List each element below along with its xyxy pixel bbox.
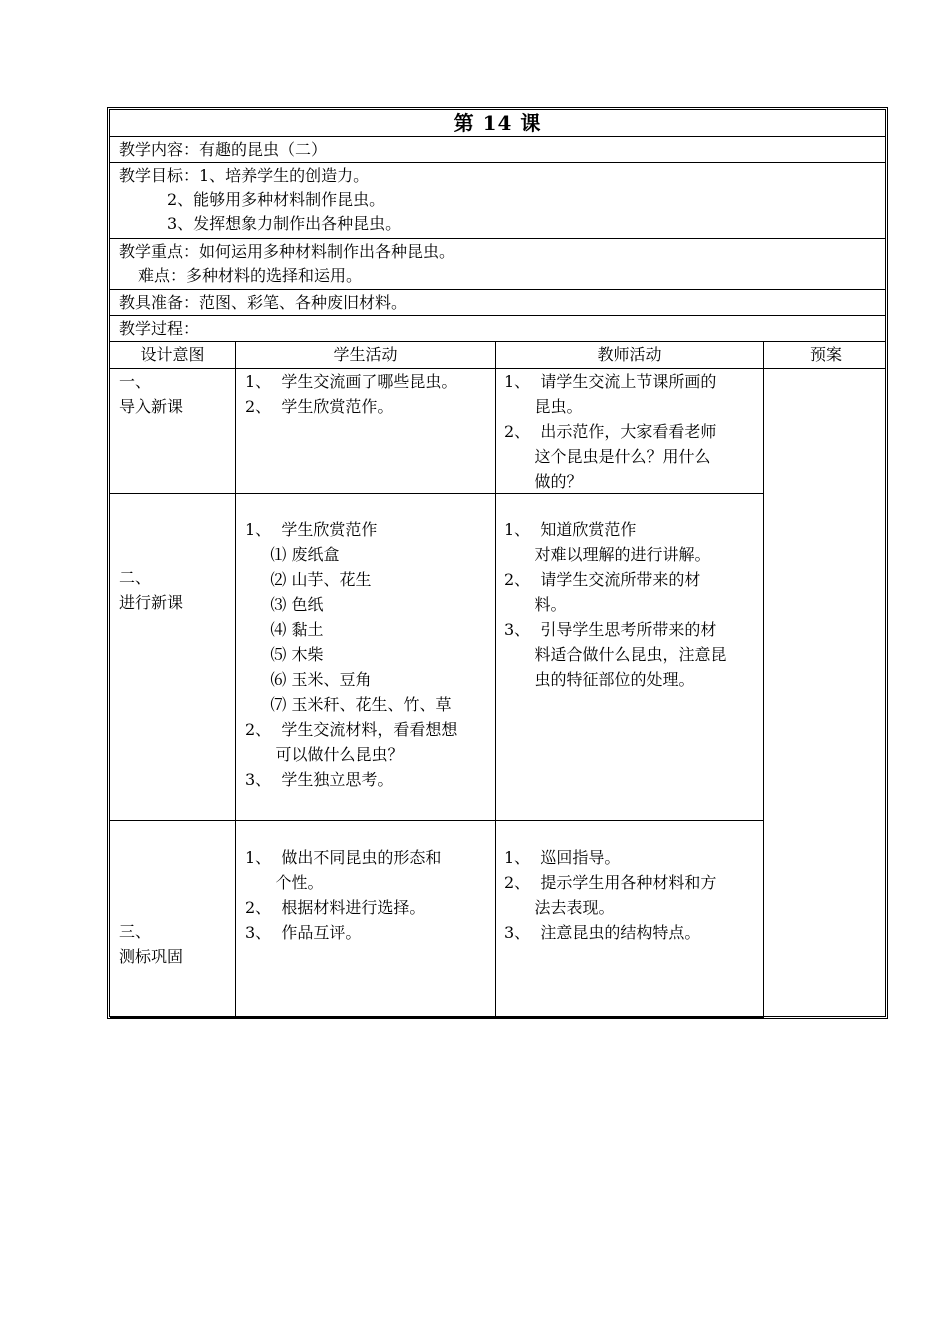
list-item: 料适合做什么昆虫，注意昆 [504,645,727,664]
section-1-intent [119,369,231,419]
section-2-intent [119,565,231,615]
lesson-plan-table [107,107,888,1019]
list-item: 2、 学生交流材料，看看想想 [245,720,458,739]
list-item: 2、 提示学生用各种材料和方 [504,873,717,892]
list-item: 可以做什么昆虫？ [245,745,404,764]
list-item: ⑷ 黏土 [245,620,324,639]
process-label: 教学过程： [119,319,200,338]
section-3-intent [119,919,231,969]
section-2-title: 进行新课 [119,593,184,612]
section-3-student [245,845,493,945]
section-1-student [245,369,493,419]
list-item: 2、 学生欣赏范作。 [245,397,394,416]
list-item: 3、 作品互评。 [245,923,362,942]
list-item: ⑹ 玉米、豆角 [245,670,372,689]
list-item: 1、 学生交流画了哪些昆虫。 [245,372,458,391]
section-2-number: 二、 [119,568,152,587]
title-row [110,110,885,137]
list-item: 个性。 [245,873,324,892]
list-item: 1、 请学生交流上节课所画的 [504,372,717,391]
difficulty-line: 难点：多种材料的选择和运用。 [138,266,363,285]
list-item: 1、 知道欣赏范作 [504,520,637,539]
grid-line-v1 [235,342,236,1019]
list-item: 3、 学生独立思考。 [245,770,394,789]
header-row [110,342,885,369]
section-2-student [245,517,493,792]
list-item: 2、 根据材料进行选择。 [245,898,426,917]
section-3-teacher [504,845,761,945]
key-points-row [110,239,885,290]
list-item: 这个昆虫是什么？用什么 [504,447,711,466]
section-1-teacher [504,369,761,494]
grid-line-h3 [110,1017,764,1018]
list-item: 做的？ [504,472,583,491]
tools-line: 教具准备：范图、彩笔、各种废旧材料。 [119,293,408,312]
goal-line-3: 3、发挥想象力制作出各种昆虫。 [167,214,402,233]
section-1-number: 一、 [119,372,152,391]
section-1-title: 导入新课 [119,397,184,416]
grid-line-h2 [110,820,764,821]
section-3-title: 测标巩固 [119,947,184,966]
list-item: 昆虫。 [504,397,583,416]
list-item: ⑸ 木柴 [245,645,324,664]
list-item: ⑵ 山芋、花生 [245,570,372,589]
list-item: 3、 引导学生思考所带来的材 [504,620,717,639]
header-plan: 预案 [809,345,842,364]
list-item: 3、 注意昆虫的结构特点。 [504,923,701,942]
grid-line-v2 [495,342,496,1019]
list-item: 2、 出示范作，大家看看老师 [504,422,717,441]
list-item: 2、 请学生交流所带来的材 [504,570,701,589]
tools-row [110,290,885,316]
list-item: 1、 做出不同昆虫的形态和 [245,848,442,867]
list-item: 虫的特征部位的处理。 [504,670,695,689]
list-item: 法去表现。 [504,898,615,917]
header-teacher: 教师活动 [597,345,662,364]
header-student: 学生活动 [333,345,398,364]
key-point-line: 教学重点：如何运用多种材料制作出各种昆虫。 [119,242,456,261]
goal-line-1: 教学目标：1、培养学生的创造力。 [119,166,370,185]
header-intent: 设计意图 [140,345,205,364]
goal-line-2: 2、能够用多种材料制作昆虫。 [167,190,386,209]
lesson-content: 教学内容：有趣的昆虫（二） [119,140,328,159]
grid-line-v3 [763,342,764,1019]
list-item: ⑴ 废纸盒 [245,545,340,564]
goals-row [110,163,885,239]
list-item: 料。 [504,595,567,614]
list-item: 1、 巡回指导。 [504,848,621,867]
list-item: ⑶ 色纸 [245,595,324,614]
list-item: 对难以理解的进行讲解。 [504,545,711,564]
content-row [110,137,885,163]
process-row [110,316,885,342]
page-title: 第 14 课 [453,111,542,135]
list-item: ⑺ 玉米秆、花生、竹、草 [245,695,452,714]
section-3-number: 三、 [119,922,152,941]
section-2-teacher [504,517,761,692]
list-item: 1、 学生欣赏范作 [245,520,378,539]
